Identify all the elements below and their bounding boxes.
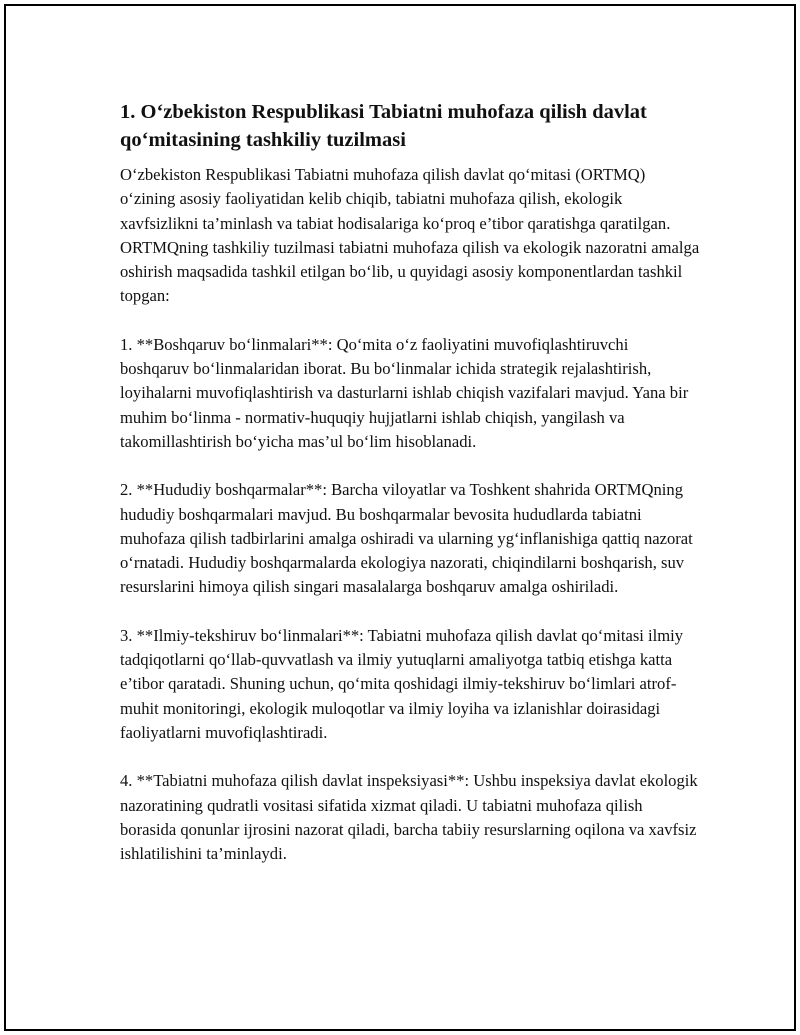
paragraph-hududiy: 2. **Hududiy boshqarmalar**: Barcha viloyatlar va Toshkent shahrida ORTMQning hududiy boshqarmalari mavjud. Bu boshqarmalar bevosita hududlarda tabiatni muhofaza qilish tadbirlarini amalga oshiradi va ularning yg‘inflanishiga qattiq nazorat o‘rnatadi. Hududiy boshqarmalarda ekologiya nazorati, chiqindilarni boshqarish, suv resurslarini himoya qilish singari masalalarga boshqaruv amalga oshiriladi.	[120, 480, 693, 597]
document-title: 1. O‘zbekiston Respublikasi Tabiatni muhofaza qilish davlat qo‘mitasining tashkiliy tuzilmasi	[120, 101, 647, 151]
paragraph-boshqaruv: 1. **Boshqaruv bo‘linmalari**: Qo‘mita o‘z faoliyatini muvofiqlashtiruvchi boshqaruv bo‘linmalaridan iborat. Bu bo‘linmalar ichida strategik rejalashtirish, loyihalarni muvofiqlashtirish va dasturlarni ishlab chiqish vazifalari mavjud. Yana bir muhim bo‘linma - normativ-huquqiy hujjatlarni ishlab chiqish, yangilash va takomillashtirish bo‘yicha mas’ul bo‘lim hisoblanadi.	[120, 334, 689, 451]
document-page	[4, 4, 796, 1031]
paragraph-ilmiy: 3. **Ilmiy-tekshiruv bo‘linmalari**: Tabiatni muhofaza qilish davlat qo‘mitasi ilmiy tadqiqotlarni qo‘llab-quvvatlash va ilmiy yutuqlarni amaliyotga tatbiq etishga katta e’tibor qaratadi. Shuning uchun, qo‘mita qoshidagi ilmiy-tekshiruv bo‘limlari atrof-muhit monitoringi, ekologik muloqotlar va ilmiy loyiha va izlanishlar doirasidagi faoliyatlarni muvofiqlashtiradi.	[120, 625, 684, 742]
document-body	[120, 98, 700, 866]
intro-paragraph: O‘zbekiston Respublikasi Tabiatni muhofaza qilish davlat qo‘mitasi (ORTMQ) o‘zining asosiy faoliyatidan kelib chiqib, tabiatni muhofaza qilish, ekologik xavfsizlikni ta’minlash va tabiat hodisalariga ko‘proq e’tibor qaratishga qaratilgan. ORTMQning tashkiliy tuzilmasi tabiatni muhofaza qilish va ekologik nazoratni amalga oshirish maqsadida tashkil etilgan bo‘lib, u quyidagi asosiy komponentlardan tashkil topgan:	[120, 165, 700, 306]
paragraph-inspeksiya: 4. **Tabiatni muhofaza qilish davlat inspeksiyasi**: Ushbu inspeksiya davlat ekologik nazoratining qudratli vositasi sifatida xizmat qiladi. U tabiatni muhofaza qilish borasida qonunlar ijrosini nazorat qiladi, barcha tabiiy resurslarning oqilona va xavfsiz ishlatilishini ta’minlaydi.	[120, 771, 698, 864]
